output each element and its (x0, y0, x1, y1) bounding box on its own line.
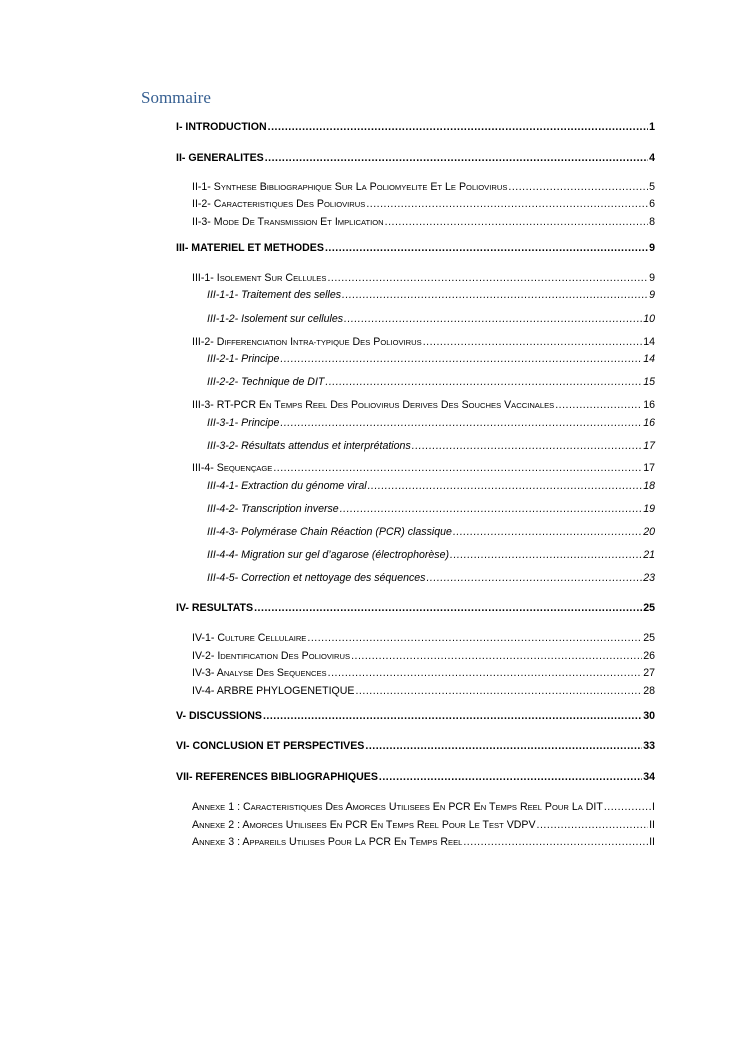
toc-entry-label: II-1- SYNTHESE BIBLIOGRAPHIQUE SUR LA POLIOMYELITE ET LE POLIOVIRUS (192, 181, 508, 193)
toc-leader (412, 439, 642, 453)
toc-leader (342, 288, 648, 302)
toc-entry-label: III-3- RT-PCR EN TEMPS REEL DES POLIOVIRUS DERIVES DES SOUCHES VACCINALES (192, 399, 555, 411)
toc-entry[interactable] (207, 479, 655, 493)
toc-leader (344, 312, 642, 326)
toc-entry-label: III-4-3- Polymérase Chain Réaction (PCR) classique (207, 526, 452, 538)
toc-leader (379, 770, 642, 784)
toc-entry[interactable] (176, 709, 655, 723)
toc-entry-label: VI- CONCLUSION ET PERSPECTIVES (176, 740, 365, 752)
toc-entry-page: 9 (649, 242, 655, 254)
toc-leader (368, 479, 643, 493)
page-title: Sommaire (141, 88, 211, 107)
toc-entry[interactable] (207, 312, 655, 326)
toc-leader (453, 525, 642, 539)
toc-entry[interactable] (192, 631, 655, 645)
toc-entry-label: II-2- CARACTERISTIQUES DES POLIOVIRUS (192, 198, 366, 210)
toc-entry-page: 9 (649, 272, 655, 284)
toc-entry-label: III-2-2- Technique de DIT (207, 376, 325, 388)
toc-leader (385, 215, 648, 229)
toc-entry-page: 23 (643, 572, 655, 584)
toc-entry-page: 28 (643, 685, 655, 697)
toc-entry-page: 25 (643, 632, 655, 644)
toc-leader (423, 335, 643, 349)
toc-entry-label: III-2-1- Principe (207, 353, 280, 365)
toc-entry-page: 19 (643, 503, 655, 515)
toc-entry-label: IV-4- ARBRE PHYLOGENETIQUE (192, 685, 355, 697)
toc-entry[interactable] (192, 461, 655, 475)
toc-entry-label: ANNEXE 2 : AMORCES UTILISEES EN PCR EN TEMPS REEL POUR LE TEST VDPV (192, 819, 536, 831)
toc-entry-page: I (652, 801, 655, 813)
toc-entry-page: 27 (643, 667, 655, 679)
toc-entry-label: II-3- MODE DE TRANSMISSION ET IMPLICATION (192, 216, 384, 228)
toc-entry-label: III-4-5- Correction et nettoyage des séquences (207, 572, 426, 584)
toc-entry-page: 10 (643, 313, 655, 325)
toc-leader (325, 375, 642, 389)
toc-leader (351, 649, 642, 663)
toc-leader (268, 120, 648, 134)
toc-leader (340, 502, 643, 516)
toc-entry[interactable] (192, 649, 655, 663)
toc-entry[interactable] (207, 571, 655, 585)
toc-entry[interactable] (192, 818, 655, 832)
toc-entry-page: II (649, 819, 655, 831)
toc-entry[interactable] (192, 684, 655, 698)
toc-entry-label: ANNEXE 3 : APPAREILS UTILISES POUR LA PCR EN TEMPS REEL (192, 836, 463, 848)
toc-entry-label: IV-2- IDENTIFICATION DES POLIOVIRUS (192, 650, 351, 662)
toc-entry[interactable] (192, 835, 655, 849)
toc-entry-label: III-4-2- Transcription inverse (207, 503, 339, 515)
toc-entry[interactable] (176, 120, 655, 134)
toc-leader (537, 818, 649, 832)
toc-entry[interactable] (192, 215, 655, 229)
toc-entry-page: 26 (643, 650, 655, 662)
toc-entry[interactable] (192, 398, 655, 412)
toc-entry[interactable] (176, 241, 655, 255)
toc-leader (325, 241, 648, 255)
toc-entry-page: 15 (643, 376, 655, 388)
toc-entry[interactable] (207, 352, 655, 366)
toc-entry-page: 16 (643, 417, 655, 429)
toc-entry-page: 17 (643, 440, 655, 452)
toc-entry-label: VII- REFERENCES BIBLIOGRAPHIQUES (176, 771, 378, 783)
toc-leader (280, 416, 642, 430)
toc-entry-label: II- GENERALITES (176, 152, 264, 164)
toc-leader (366, 197, 648, 211)
toc-entry-label: III-4-1- Extraction du génome viral (207, 480, 367, 492)
toc-leader (365, 739, 642, 753)
toc-entry-page: 25 (643, 602, 655, 614)
toc-entry[interactable] (192, 666, 655, 680)
toc-entry-page: 6 (649, 198, 655, 210)
toc-entry-label: III-1-2- Isolement sur cellules (207, 313, 344, 325)
toc-entry[interactable] (207, 502, 655, 516)
toc-entry[interactable] (207, 288, 655, 302)
toc-entry-label: III-1- ISOLEMENT SUR CELLULES (192, 272, 327, 284)
toc-entry-page: 9 (649, 289, 655, 301)
toc-entry-page: 20 (643, 526, 655, 538)
toc-entry[interactable] (207, 375, 655, 389)
toc-leader (265, 151, 648, 165)
toc-entry[interactable] (176, 151, 655, 165)
toc-leader (280, 352, 642, 366)
toc-leader (508, 180, 648, 194)
toc-entry[interactable] (176, 601, 655, 615)
toc-entry[interactable] (192, 335, 655, 349)
toc-entry-page: 5 (649, 181, 655, 193)
toc-entry[interactable] (207, 548, 655, 562)
toc-entry-page: 34 (643, 771, 655, 783)
toc-leader (307, 631, 642, 645)
toc-entry-label: IV-1- CULTURE CELLULAIRE (192, 632, 307, 644)
toc-leader (328, 666, 643, 680)
toc-entry-page: 1 (649, 121, 655, 133)
toc-entry[interactable] (207, 416, 655, 430)
toc-leader (555, 398, 642, 412)
toc-entry-label: III-3-1- Principe (207, 417, 280, 429)
toc-entry-label: III-3-2- Résultats attendus et interprétations (207, 440, 411, 452)
toc-entry-label: ANNEXE 1 : CARACTERISTIQUES DES AMORCES UTILISEES EN PCR EN TEMPS REEL POUR LA DIT (192, 801, 603, 813)
toc-leader (604, 800, 651, 814)
toc-entry[interactable] (207, 525, 655, 539)
toc-entry-label: III-2- DIFFERENCIATION INTRA-TYPIQUE DES POLIOVIRUS (192, 336, 422, 348)
toc-entry[interactable] (192, 800, 655, 814)
toc-entry-page: 17 (643, 462, 655, 474)
toc-entry-page: 18 (643, 480, 655, 492)
toc-leader (327, 271, 648, 285)
toc-leader (254, 601, 642, 615)
toc-entry-page: 4 (649, 152, 655, 164)
toc-entry-page: 33 (643, 740, 655, 752)
toc-entry-label: IV-3- ANALYSE DES SEQUENCES (192, 667, 327, 679)
toc-leader (263, 709, 642, 723)
toc-entry-label: III-4- SEQUENÇAGE (192, 462, 273, 474)
toc-entry[interactable] (192, 271, 655, 285)
toc-entry-label: IV- RESULTATS (176, 602, 254, 614)
toc-entry-label: III-1-1- Traitement des selles (207, 289, 342, 301)
toc-entry-page: 14 (643, 353, 655, 365)
toc-entry-label: III-4-4- Migration sur gel d’agarose (électrophorèse) (207, 549, 450, 561)
toc-entry-page: 14 (643, 336, 655, 348)
toc-entry[interactable] (176, 770, 655, 784)
toc-leader (450, 548, 642, 562)
toc-entry[interactable] (176, 739, 655, 753)
toc-leader (355, 684, 642, 698)
toc-entry-label: V- DISCUSSIONS (176, 710, 262, 722)
toc-entry-page: 8 (649, 216, 655, 228)
toc-entry-page: II (649, 836, 655, 848)
toc-leader (463, 835, 648, 849)
toc-leader (426, 571, 642, 585)
toc-entry-page: 30 (643, 710, 655, 722)
toc-leader (273, 461, 642, 475)
toc-entry[interactable] (192, 180, 655, 194)
toc-entry-page: 21 (643, 549, 655, 561)
toc-entry-label: I- INTRODUCTION (176, 121, 267, 133)
toc-entry-page: 16 (643, 399, 655, 411)
toc-entry[interactable] (207, 439, 655, 453)
toc-entry-label: III- MATERIEL ET METHODES (176, 242, 324, 254)
toc-entry[interactable] (192, 197, 655, 211)
